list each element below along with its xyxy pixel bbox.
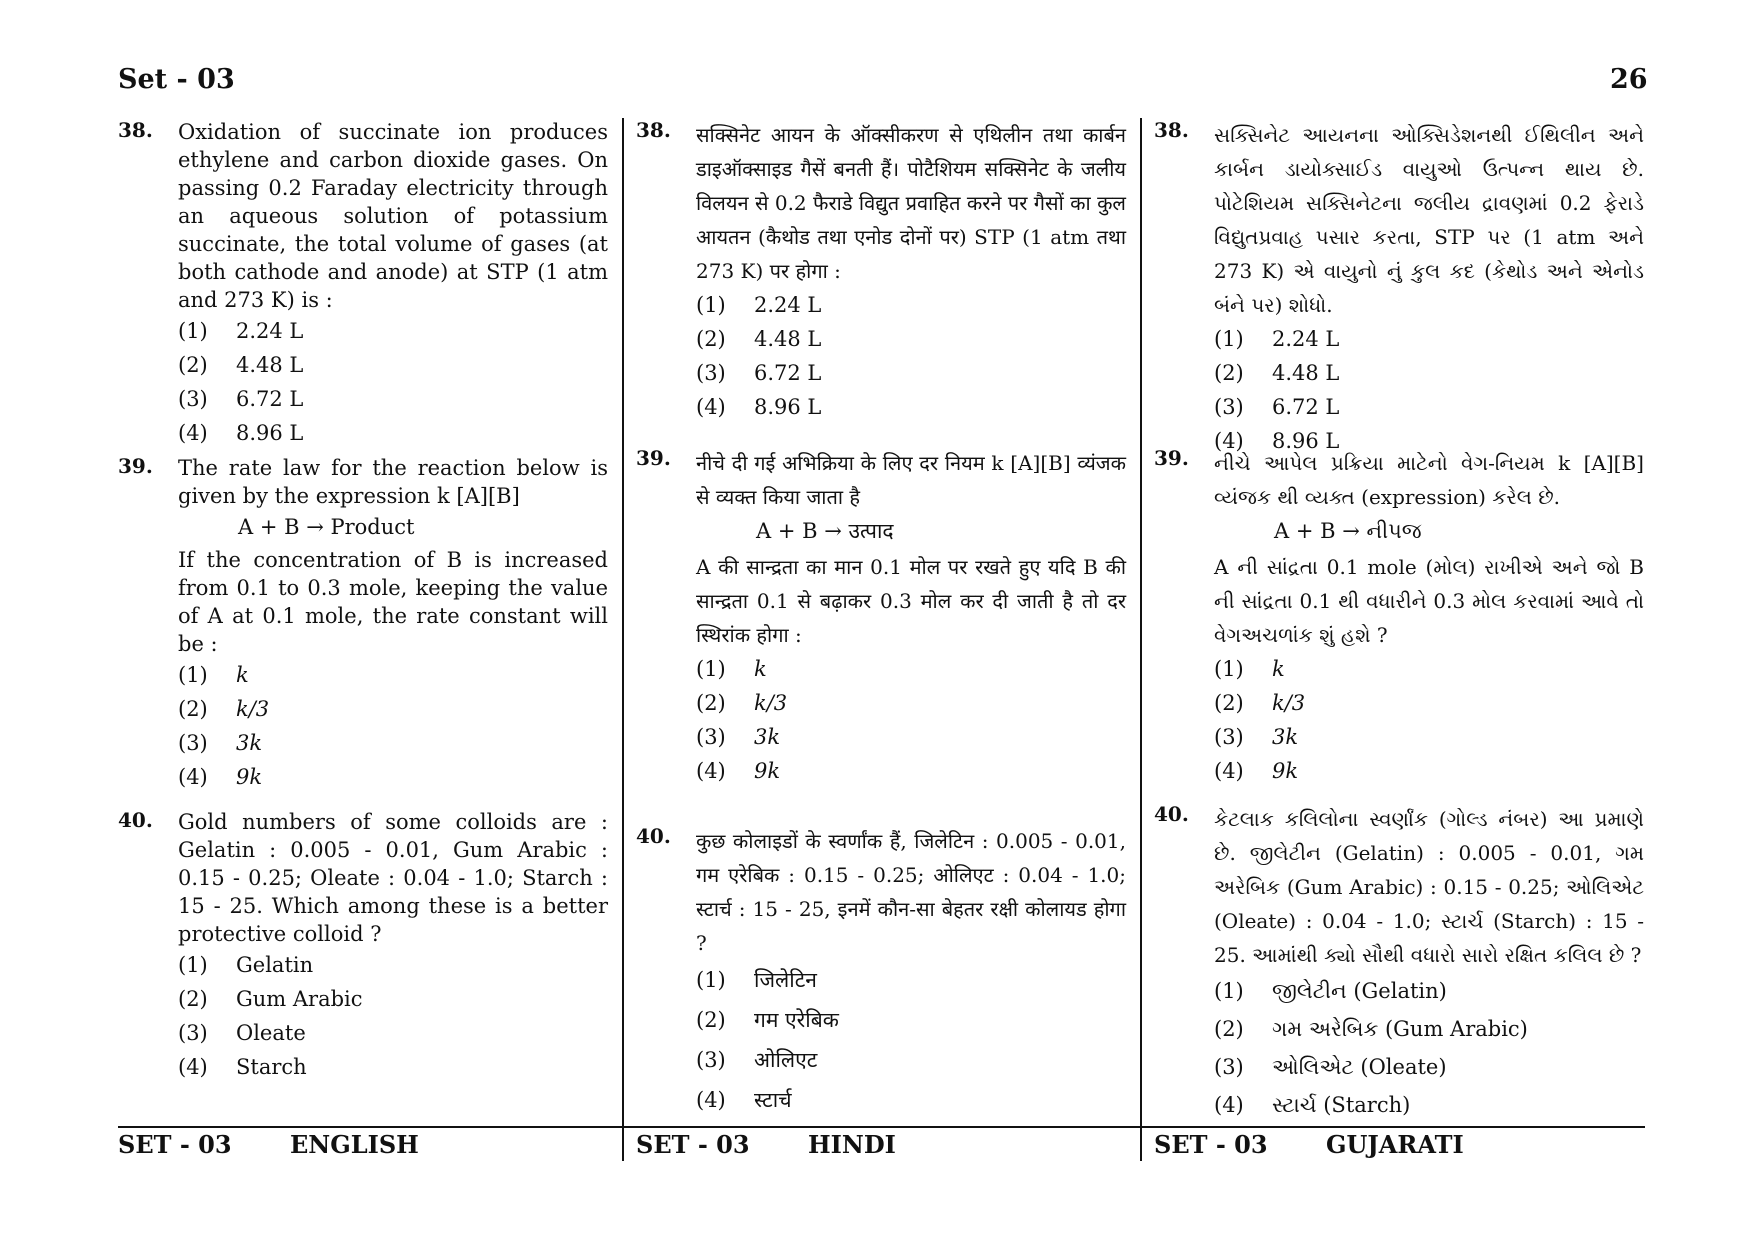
question-39 xyxy=(118,454,608,794)
question-text: નીચે આપેલ પ્રક્રિયા માટેનો વેગ-નિયમ k [A][B] વ્યંજક થી વ્યક્ત (expression) કરેલ છે. xyxy=(1214,451,1644,509)
question-40 xyxy=(636,824,1126,1120)
option: (4) Starch xyxy=(178,1055,307,1079)
option: (1) 2.24 L xyxy=(696,293,822,317)
option: (2) ગમ અરેબિક (Gum Arabic) xyxy=(1214,1017,1528,1041)
question-number: 38. xyxy=(1154,118,1189,142)
option: (3) ओलिएट xyxy=(696,1048,818,1072)
footer-language: GUJARATI xyxy=(1326,1130,1464,1159)
question-38 xyxy=(636,118,1126,424)
question-number: 38. xyxy=(636,118,671,142)
question-text-2: A की सान्द्रता का मान 0.1 मोल पर रखते हुए यदि B की सान्द्रता 0.1 से बढ़ाकर 0.3 मोल कर दी जाती है तो दर स्थिरांक होगा : xyxy=(696,555,1126,647)
option: (2) k/3 xyxy=(1214,691,1306,715)
option: (2) 4.48 L xyxy=(178,353,304,377)
column-divider xyxy=(1140,118,1142,1161)
option: (1) k xyxy=(696,657,767,681)
footer-set: SET - 03 xyxy=(118,1130,232,1159)
option: (3) 3k xyxy=(696,725,781,749)
option: (2) गम एरेबिक xyxy=(696,1008,839,1032)
option: (4) સ્ટાર્ચ (Starch) xyxy=(1214,1093,1411,1117)
option: (1) जिलेटिन xyxy=(696,968,817,992)
question-40 xyxy=(118,808,608,1084)
option: (1) જીલેટીન (Gelatin) xyxy=(1214,979,1447,1003)
question-text: સક્સિનેટ આયનના ઓક્સિડેશનથી ઈથિલીન અને કાર્બન ડાયોક્સાઈડ વાયુઓ ઉત્પન્ન થાય છે. પોટેશિયમ સક્સિનેટના જલીય દ્રાવણમાં 0.2 ફેરાડે વિદ્યુતપ્રવાહ પસાર કરતા, STP પર (1 atm અને 273 K) એ વાયુનો નું કુલ કદ (કેથોડ અને એનોડ બંને પર) શોધો. xyxy=(1214,123,1644,317)
question-text: नीचे दी गई अभिक्रिया के लिए दर नियम k [A][B] व्यंजक से व्यक्त किया जाता है xyxy=(696,451,1126,509)
reaction-equation: A + B → उत्पाद xyxy=(756,519,894,543)
footer-rule xyxy=(118,1126,1645,1128)
option: (3) 3k xyxy=(1214,725,1299,749)
option: (4) 9k xyxy=(696,759,781,783)
question-number: 39. xyxy=(636,446,671,470)
question-39 xyxy=(1154,446,1644,788)
option: (1) 2.24 L xyxy=(178,319,304,343)
question-text: Gold numbers of some colloids are : Gelatin : 0.005 - 0.01, Gum Arabic : 0.15 - 0.25; Oleate : 0.04 - 1.0; Starch : 15 - 25. Which among these is a better protective colloid ? xyxy=(178,810,608,946)
column-divider xyxy=(622,118,624,1161)
option: (1) 2.24 L xyxy=(1214,327,1340,351)
set-label: Set - 03 xyxy=(118,64,235,95)
footer-hindi xyxy=(636,1130,896,1159)
option: (2) k/3 xyxy=(696,691,788,715)
option: (4) 8.96 L xyxy=(696,395,822,419)
question-text-2: A ની સાંદ્રતા 0.1 mole (મોલ) રાખીએ અને જો B ની સાંદ્રતા 0.1 થી વધારીને 0.3 મોલ કરવામાં આવે તો વેગઅચળાંક શું હશે ? xyxy=(1214,555,1644,647)
reaction-equation: A + B → નીપજ xyxy=(1274,519,1422,543)
option: (4) 8.96 L xyxy=(178,421,304,445)
option: (3) 6.72 L xyxy=(1214,395,1340,419)
footer-set: SET - 03 xyxy=(1154,1130,1268,1159)
option: (3) 3k xyxy=(178,731,263,755)
question-number: 39. xyxy=(1154,446,1189,470)
option: (1) k xyxy=(178,663,249,687)
question-text: કેટલાક કલિલોના સ્વર્ણાંક (ગોલ્ડ નંબર) આ પ્રમાણે છે. જીલેટીન (Gelatin) : 0.005 - 0.01, ગમ અરેબિક (Gum Arabic) : 0.15 - 0.25; ઓલિએટ (Oleate) : 0.04 - 1.0; સ્ટાર્ચ (Starch) : 15 - 25. આમાંથી ક્યો સૌથી વધારો સારો રક્ષિત કલિલ છે ? xyxy=(1214,807,1644,967)
reaction-equation: A + B → Product xyxy=(238,515,415,539)
question-text: कुछ कोलाइडों के स्वर्णांक हैं, जिलेटिन : 0.005 - 0.01, गम एरेबिक : 0.15 - 0.25; ओलिएट : 0.04 - 1.0; स्टार्च : 15 - 25, इनमें कौन-सा बेहतर रक्षी कोलायड होगा ? xyxy=(696,829,1126,955)
option: (3) ઓલિએટ (Oleate) xyxy=(1214,1055,1447,1079)
option: (3) 6.72 L xyxy=(696,361,822,385)
question-number: 40. xyxy=(1154,802,1189,826)
footer-language: ENGLISH xyxy=(290,1130,419,1159)
question-40 xyxy=(1154,802,1644,1124)
option: (2) 4.48 L xyxy=(1214,361,1340,385)
question-text: सक्सिनेट आयन के ऑक्सीकरण से एथिलीन तथा कार्बन डाइऑक्साइड गैसें बनती हैं। पोटैशियम सक्सिनेट के जलीय विलयन से 0.2 फैराडे विद्युत प्रवाहित करने पर गैसों का कुल आयतन (कैथोड तथा एनोड दोनों पर) STP (1 atm तथा 273 K) पर होगा : xyxy=(696,123,1126,283)
footer-language: HINDI xyxy=(808,1130,896,1159)
question-text: The rate law for the reaction below is given by the expression k [A][B] xyxy=(178,456,608,508)
option: (4) 8.96 L xyxy=(1214,429,1340,453)
option: (4) स्टार्च xyxy=(696,1088,792,1112)
question-number: 38. xyxy=(118,118,153,142)
question-39 xyxy=(636,446,1126,788)
option: (1) Gelatin xyxy=(178,953,314,977)
footer-english xyxy=(118,1130,419,1159)
option: (2) k/3 xyxy=(178,697,270,721)
question-text-2: If the concentration of B is increased from 0.1 to 0.3 mole, keeping the value of A at 0.1 mole, the rate constant will be : xyxy=(178,548,608,656)
footer-set: SET - 03 xyxy=(636,1130,750,1159)
option: (3) 6.72 L xyxy=(178,387,304,411)
question-number: 39. xyxy=(118,454,153,478)
option: (2) 4.48 L xyxy=(696,327,822,351)
question-number: 40. xyxy=(636,824,671,848)
page-number: 26 xyxy=(1610,64,1648,95)
option: (4) 9k xyxy=(178,765,263,789)
footer-gujarati xyxy=(1154,1130,1464,1159)
option: (3) Oleate xyxy=(178,1021,306,1045)
option: (4) 9k xyxy=(1214,759,1299,783)
option: (2) Gum Arabic xyxy=(178,987,363,1011)
option: (1) k xyxy=(1214,657,1285,681)
question-number: 40. xyxy=(118,808,153,832)
question-38 xyxy=(118,118,608,450)
question-text: Oxidation of succinate ion produces ethylene and carbon dioxide gases. On passing 0.2 Faraday electricity through an aqueous solution of potassium succinate, the total volume of gases (at both cathode and anode) at STP (1 atm and 273 K) is : xyxy=(178,120,608,312)
question-38 xyxy=(1154,118,1644,458)
